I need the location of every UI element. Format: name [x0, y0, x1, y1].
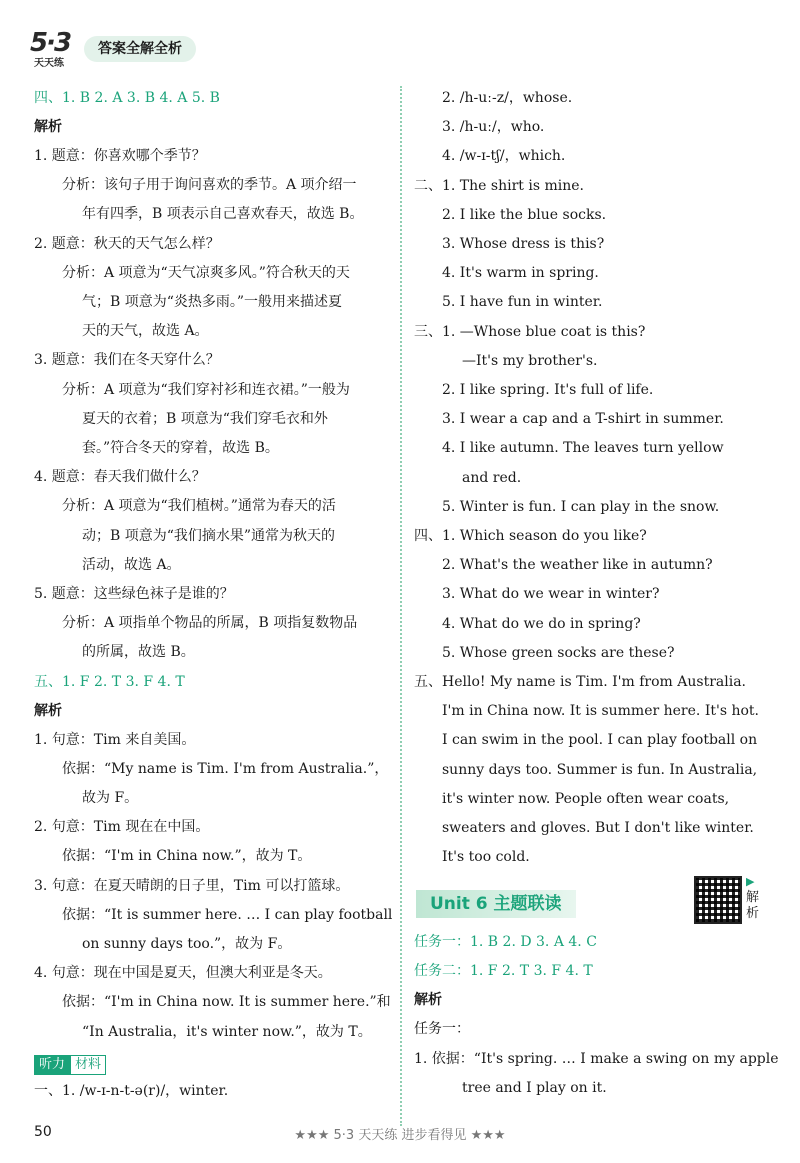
- text-line: 分析：A 项意为“天气凉爽多风。”符合秋天的天: [62, 264, 350, 281]
- text-line: I can swim in the pool. I can play football on: [442, 732, 758, 749]
- answer-key-line: 任务二：1. F 2. T 3. F 4. T: [414, 963, 593, 980]
- text-line: 气；B 项意为“炎热多雨。”一般用来描述夏: [82, 294, 343, 311]
- text-line: 依据：“I'm in China now. It is summer here.”和: [62, 994, 391, 1011]
- text-line: 依据：“It is summer here. … I can play football: [62, 906, 393, 923]
- text-line: 套。”符合冬天的穿着，故选 B。: [82, 440, 279, 457]
- text-line: 5. Whose green socks are these?: [442, 644, 675, 661]
- text-line: 4. I like autumn. The leaves turn yellow: [442, 440, 724, 457]
- text-line: 分析：A 项意为“我们穿衬衫和连衣裙。”一般为: [62, 381, 350, 398]
- answer-key-line: 五、1. F 2. T 3. F 4. T: [34, 673, 185, 690]
- section-tab: 答案全解全析: [84, 36, 196, 62]
- text-line: 2. I like spring. It's full of life.: [442, 382, 654, 399]
- text-line: 四、1. Which season do you like?: [414, 528, 647, 545]
- text-line: 4. It's warm in spring.: [442, 265, 599, 282]
- right-bottom-lines: [414, 928, 779, 1103]
- listening-tag: 听力: [34, 1055, 70, 1075]
- analysis-heading: 解析: [414, 992, 442, 1009]
- play-icon: ▶: [746, 875, 755, 889]
- text-line: 依据：“I'm in China now.”，故为 T。: [62, 848, 312, 865]
- text-line: I'm in China now. It is summer here. It's hot.: [442, 703, 759, 720]
- text-line: 分析：A 项指单个物品的所属，B 项指复数物品: [62, 615, 358, 632]
- text-line: 任务一：: [414, 1021, 470, 1038]
- answer-key-line: 任务一：1. B 2. D 3. A 4. C: [414, 934, 597, 951]
- text-line: 五、Hello! My name is Tim. I'm from Australia.: [414, 674, 746, 691]
- left-column: [34, 84, 394, 1106]
- text-line: 1. 句意：Tim 来自美国。: [34, 731, 196, 748]
- text-line: 5. 题意：这些绿色袜子是谁的？: [34, 586, 234, 603]
- qr-side-label: [746, 874, 762, 922]
- text-line: 分析：该句子用于询问喜欢的季节。A 项介绍一: [62, 177, 357, 194]
- material-tag: 材料: [70, 1055, 106, 1075]
- text-line: 动；B 项意为“我们摘水果”通常为秋天的: [82, 527, 336, 544]
- text-line: and red.: [462, 469, 522, 486]
- left-lines: [34, 84, 394, 1047]
- text-line: 天的天气，故选 A。: [82, 323, 209, 340]
- text-line: tree and I play on it.: [462, 1079, 607, 1096]
- text-line: 4. /w-ɪ-tʃ/，which.: [442, 148, 566, 165]
- text-line: 二、1. The shirt is mine.: [414, 177, 584, 194]
- answer-key-line: 四、1. B 2. A 3. B 4. A 5. B: [34, 90, 220, 106]
- text-line: It's too cold.: [442, 849, 530, 866]
- text-line: 依据：“My name is Tim. I'm from Australia.”，: [62, 760, 389, 777]
- logo-mark: 5·3: [30, 28, 71, 58]
- text-line: 5. Winter is fun. I can play in the snow.: [442, 498, 720, 515]
- text-line: 4. 题意：春天我们做什么？: [34, 469, 206, 486]
- unit-banner: [414, 875, 766, 928]
- analysis-heading: 解析: [34, 702, 62, 719]
- listening-material-label: [34, 1053, 394, 1077]
- footer-slogan: ★★★ 5·3 天天练 进步看得见 ★★★: [294, 1128, 506, 1143]
- brand-logo: [30, 26, 80, 68]
- column-divider: [400, 86, 402, 1126]
- text-line: 年有四季，B 项表示自己喜欢春天，故选 B。: [82, 206, 364, 223]
- text-line: sweaters and gloves. But I don't like winter.: [442, 820, 754, 837]
- right-top-lines: [414, 84, 766, 872]
- text-line: 1. 依据：“It's spring. … I make a swing on my apple: [414, 1050, 779, 1067]
- text-line: 3. /h-uː/，who.: [442, 119, 545, 136]
- text-line: on sunny days too.”，故为 F。: [82, 936, 292, 953]
- text-line: sunny days too. Summer is fun. In Australia,: [442, 761, 758, 778]
- text-line: 活动，故选 A。: [82, 556, 181, 573]
- text-line: 4. 句意：现在中国是夏天，但澳大利亚是冬天。: [34, 965, 332, 982]
- text-line: it's winter now. People often wear coats,: [442, 790, 730, 807]
- text-line: 的所属，故选 B。: [82, 644, 195, 661]
- text-line: 分析：A 项意为“我们植树。”通常为春天的活: [62, 498, 336, 515]
- text-line: “In Australia，it's winter now.”，故为 T。: [82, 1023, 372, 1040]
- logo-subtitle: 天天练: [34, 58, 64, 69]
- text-line: 三、1. —Whose blue coat is this?: [414, 323, 646, 340]
- text-line: —It's my brother's.: [462, 352, 598, 369]
- text-line: 3. Whose dress is this?: [442, 236, 605, 253]
- text-line: 5. I have fun in winter.: [442, 294, 603, 311]
- page-number: 50: [34, 1124, 52, 1140]
- text-line: 2. 句意：Tim 现在在中国。: [34, 819, 210, 836]
- text-line: 2. /h-uː-z/，whose.: [442, 90, 573, 106]
- analysis-heading: 解析: [34, 119, 62, 135]
- text-line: 故为 F。: [82, 790, 139, 807]
- qr-side-text: 解析: [746, 890, 760, 922]
- right-column: [414, 84, 779, 1103]
- text-line: 3. 题意：我们在冬天穿什么？: [34, 352, 220, 369]
- text-line: 3. What do we wear in winter?: [442, 586, 660, 603]
- unit-title: Unit 6 主题联读: [416, 890, 576, 918]
- text-line: 2. What's the weather like in autumn?: [442, 557, 713, 574]
- text-line: 夏天的衣着；B 项意为“我们穿毛衣和外: [82, 410, 328, 427]
- text-line: 1. 题意：你喜欢哪个季节？: [34, 148, 206, 164]
- text-line: 4. What do we do in spring?: [442, 615, 641, 632]
- qr-code-icon[interactable]: [694, 876, 742, 924]
- text-line: 2. I like the blue socks.: [442, 206, 607, 223]
- text-line: 3. I wear a cap and a T-shirt in summer.: [442, 411, 724, 428]
- text-line: 3. 句意：在夏天晴朗的日子里，Tim 可以打篮球。: [34, 877, 350, 894]
- listening-line: 一、1. /w-ɪ-n-t-ə(r)/，winter.: [34, 1082, 229, 1099]
- text-line: 2. 题意：秋天的天气怎么样？: [34, 235, 220, 252]
